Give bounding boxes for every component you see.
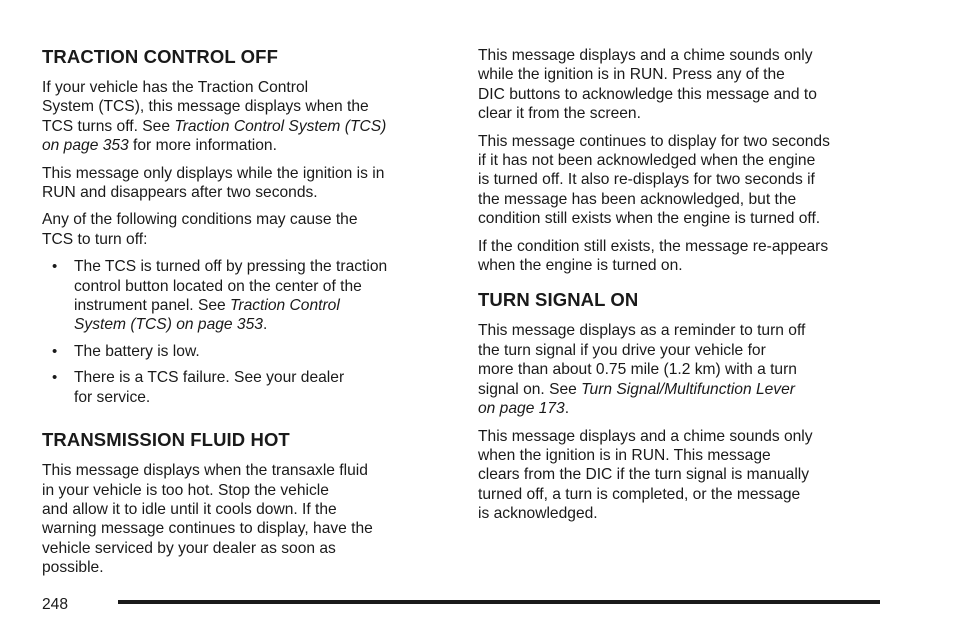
text-line: There is a TCS failure. See your dealer xyxy=(74,369,345,387)
heading-traction-control-off: TRACTION CONTROL OFF xyxy=(42,46,278,67)
bullet-icon: • xyxy=(52,342,58,360)
list-item xyxy=(42,368,447,407)
text-line xyxy=(478,399,888,418)
text-line: The battery is low. xyxy=(74,342,200,360)
text-line: RUN and disappears after two seconds. xyxy=(42,184,318,202)
left-column xyxy=(42,46,447,586)
text-line: if it has not been acknowledged when the engine xyxy=(478,152,816,170)
text-line: vehicle serviced by your dealer as soon as xyxy=(42,539,336,557)
text-line: the message has been acknowledged, but the xyxy=(478,190,797,208)
reference-page: on page 353 xyxy=(42,137,129,155)
text-line: the turn signal if you drive your vehicle for xyxy=(478,341,766,359)
paragraph-tcs-intro xyxy=(42,78,447,156)
text-line xyxy=(74,315,447,334)
heading-turn-signal-on: TURN SIGNAL ON xyxy=(478,289,639,311)
paragraph-tcs-run xyxy=(42,164,447,203)
reference-page: System (TCS) on page 353 xyxy=(74,316,263,334)
text-line: while the ignition is in RUN. Press any of the xyxy=(478,66,785,84)
text-line xyxy=(42,117,447,136)
text-line xyxy=(478,380,888,399)
text-line: DIC buttons to acknowledge this message and to xyxy=(478,85,817,103)
text-line xyxy=(42,136,447,155)
text-line: in your vehicle is too hot. Stop the vehicle xyxy=(42,481,329,499)
text-line: If the condition still exists, the message re-appears xyxy=(478,237,829,255)
text-line: possible. xyxy=(42,559,104,577)
text-line xyxy=(74,296,447,315)
page-number: 248 xyxy=(42,596,69,613)
list-item xyxy=(42,257,447,335)
text-line: TCS to turn off: xyxy=(42,230,148,248)
text-line: clears from the DIC if the turn signal is manually xyxy=(478,466,810,484)
text-line: This message displays and a chime sounds only xyxy=(478,47,813,64)
heading-transmission-fluid-hot: TRANSMISSION FLUID HOT xyxy=(42,429,290,451)
text-line: Any of the following conditions may cause the xyxy=(42,211,358,229)
text-run: . xyxy=(564,400,570,418)
text-line: and allow it to idle until it cools down. If the xyxy=(42,500,337,518)
text-line: turned off, a turn is completed, or the message xyxy=(478,485,801,503)
reference-link-tcs: Traction Control System (TCS) xyxy=(174,117,387,135)
text-line: This message displays and a chime sounds only xyxy=(478,427,813,445)
text-line: warning message continues to display, have the xyxy=(42,520,373,538)
text-line: clear it from the screen. xyxy=(478,105,641,123)
reference-link-tcs: Traction Control xyxy=(230,297,340,315)
text-line: more than about 0.75 mile (1.2 km) with a turn xyxy=(478,361,797,379)
text-run: for more information. xyxy=(128,137,277,155)
paragraph-reappears xyxy=(478,237,888,276)
paragraph-turn-signal-clear xyxy=(478,427,888,524)
text-line: This message only displays while the ignition is in xyxy=(42,164,385,182)
text-line: condition still exists when the engine is turned off. xyxy=(478,210,821,228)
paragraph-tcs-conditions xyxy=(42,210,447,249)
text-line: This message continues to display for two seconds xyxy=(478,132,830,150)
paragraph-chime-ack xyxy=(478,46,888,124)
text-line: If your vehicle has the Traction Control xyxy=(42,79,309,96)
text-run: instrument panel. See xyxy=(74,297,231,315)
text-line: This message displays when the transaxle fluid xyxy=(42,462,368,480)
text-line: is turned off. It also re-displays for two seconds if xyxy=(478,171,815,189)
text-line: This message displays as a reminder to turn off xyxy=(478,322,806,340)
text-run: signal on. See xyxy=(478,380,582,398)
reference-page: on page 173 xyxy=(478,400,565,418)
list-item xyxy=(42,342,447,361)
bullet-icon: • xyxy=(52,369,58,387)
text-run: TCS turns off. See xyxy=(42,117,175,135)
text-line: when the engine is turned on. xyxy=(478,257,683,275)
text-line: control button located on the center of the xyxy=(74,277,362,295)
paragraph-redisplay xyxy=(478,132,888,229)
text-line: for service. xyxy=(74,388,151,406)
text-line: when the ignition is in RUN. This message xyxy=(478,446,771,464)
text-line: The TCS is turned off by pressing the traction xyxy=(74,258,388,276)
footer-rule xyxy=(118,600,880,604)
reference-link-turn-signal: Turn Signal/Multifunction Lever xyxy=(581,380,795,398)
bullet-icon: • xyxy=(52,258,58,276)
conditions-list xyxy=(42,257,447,407)
right-column xyxy=(478,46,888,532)
text-line: System (TCS), this message displays when the xyxy=(42,98,369,116)
paragraph-transmission-fluid xyxy=(42,461,447,577)
paragraph-turn-signal-reminder xyxy=(478,321,888,418)
text-line: is acknowledged. xyxy=(478,505,598,523)
text-run: . xyxy=(262,316,268,334)
